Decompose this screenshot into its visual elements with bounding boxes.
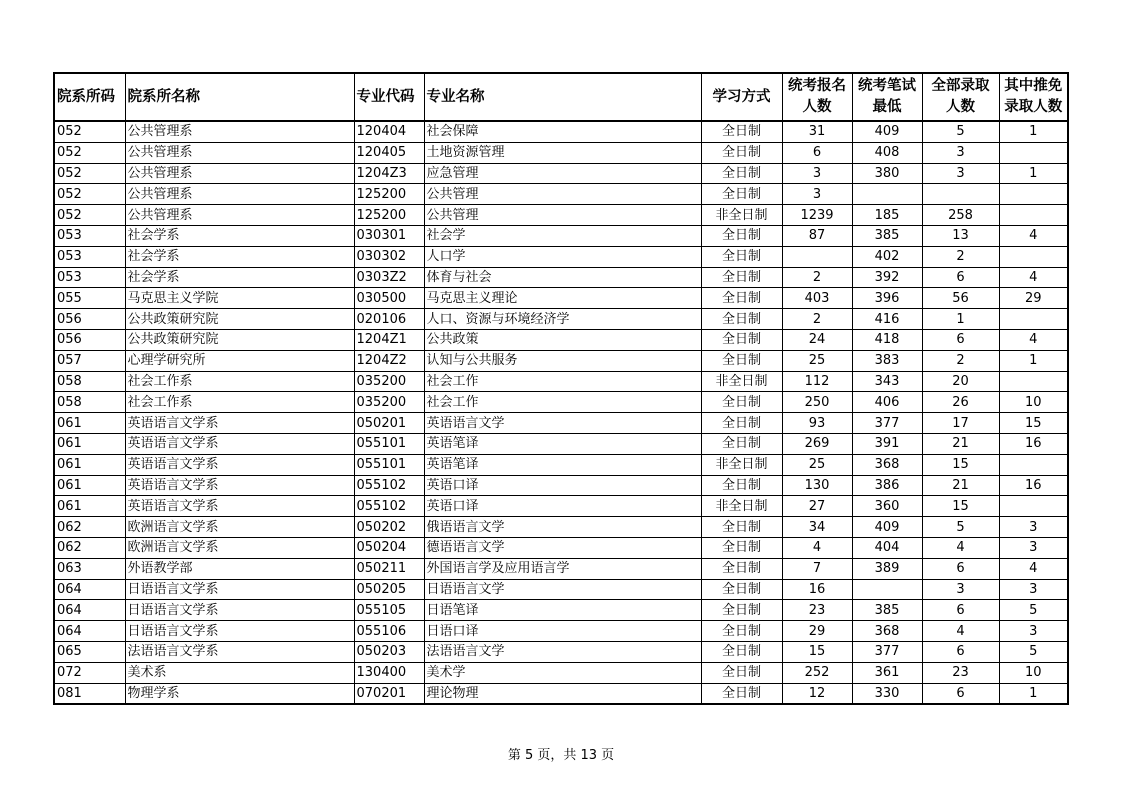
cell-applicants: 93 — [782, 413, 852, 434]
cell-applicants: 250 — [782, 392, 852, 413]
cell-min-score: 385 — [852, 600, 922, 621]
header-dept-code: 院系所码 — [54, 73, 125, 121]
cell-admitted: 15 — [922, 496, 999, 517]
cell-applicants: 403 — [782, 288, 852, 309]
cell-major-name: 德语语言文学 — [424, 537, 701, 558]
cell-dept-name: 社会学系 — [125, 246, 354, 267]
cell-major-code: 055101 — [354, 433, 424, 454]
cell-admitted: 2 — [922, 246, 999, 267]
cell-admitted: 3 — [922, 163, 999, 184]
table-row — [54, 433, 1068, 454]
cell-min-score: 380 — [852, 163, 922, 184]
cell-applicants: 1239 — [782, 205, 852, 226]
cell-study-mode: 全日制 — [701, 537, 782, 558]
cell-study-mode: 非全日制 — [701, 496, 782, 517]
page-footer: 第 5 页，共 13 页 — [507, 748, 615, 763]
cell-applicants: 12 — [782, 683, 852, 704]
cell-recommended: 4 — [999, 267, 1068, 288]
cell-min-score: 383 — [852, 350, 922, 371]
cell-admitted: 1 — [922, 309, 999, 330]
cell-dept-code: 052 — [54, 205, 125, 226]
cell-applicants: 269 — [782, 433, 852, 454]
cell-dept-code: 064 — [54, 579, 125, 600]
cell-recommended: 10 — [999, 662, 1068, 683]
cell-major-code: 030500 — [354, 288, 424, 309]
cell-dept-code: 065 — [54, 641, 125, 662]
cell-study-mode: 全日制 — [701, 288, 782, 309]
cell-applicants: 4 — [782, 537, 852, 558]
cell-dept-code: 062 — [54, 537, 125, 558]
header-admitted: 全部录取人数 — [922, 73, 999, 121]
table-row — [54, 184, 1068, 205]
cell-dept-code: 052 — [54, 163, 125, 184]
cell-major-name: 日语笔译 — [424, 600, 701, 621]
cell-applicants: 3 — [782, 184, 852, 205]
cell-min-score — [852, 579, 922, 600]
cell-recommended — [999, 496, 1068, 517]
cell-major-name: 社会工作 — [424, 392, 701, 413]
cell-admitted: 6 — [922, 558, 999, 579]
cell-dept-name: 英语语言文学系 — [125, 475, 354, 496]
cell-admitted: 6 — [922, 267, 999, 288]
cell-dept-code: 056 — [54, 309, 125, 330]
cell-applicants: 3 — [782, 163, 852, 184]
cell-major-code: 050202 — [354, 517, 424, 538]
table-row — [54, 683, 1068, 704]
cell-dept-code: 053 — [54, 246, 125, 267]
cell-major-name: 美术学 — [424, 662, 701, 683]
cell-study-mode: 全日制 — [701, 517, 782, 538]
cell-min-score: 406 — [852, 392, 922, 413]
cell-applicants: 15 — [782, 641, 852, 662]
table-row — [54, 329, 1068, 350]
cell-dept-name: 公共管理系 — [125, 163, 354, 184]
cell-recommended: 4 — [999, 329, 1068, 350]
cell-study-mode: 全日制 — [701, 600, 782, 621]
cell-applicants — [782, 246, 852, 267]
cell-study-mode: 全日制 — [701, 142, 782, 163]
cell-min-score: 409 — [852, 517, 922, 538]
cell-recommended: 1 — [999, 350, 1068, 371]
table-body — [54, 121, 1068, 704]
cell-recommended: 1 — [999, 121, 1068, 142]
cell-study-mode: 全日制 — [701, 184, 782, 205]
table-row — [54, 537, 1068, 558]
table-row — [54, 641, 1068, 662]
cell-dept-code: 057 — [54, 350, 125, 371]
cell-min-score: 416 — [852, 309, 922, 330]
cell-dept-code: 064 — [54, 600, 125, 621]
cell-recommended: 15 — [999, 413, 1068, 434]
cell-study-mode: 非全日制 — [701, 205, 782, 226]
cell-dept-code: 081 — [54, 683, 125, 704]
cell-major-name: 英语口译 — [424, 475, 701, 496]
cell-recommended: 3 — [999, 517, 1068, 538]
cell-study-mode: 非全日制 — [701, 454, 782, 475]
cell-major-name: 英语笔译 — [424, 454, 701, 475]
cell-admitted: 23 — [922, 662, 999, 683]
cell-dept-name: 欧洲语言文学系 — [125, 517, 354, 538]
cell-dept-name: 日语语言文学系 — [125, 621, 354, 642]
cell-study-mode: 全日制 — [701, 329, 782, 350]
table-row — [54, 225, 1068, 246]
cell-major-code: 035200 — [354, 371, 424, 392]
cell-major-name: 人口学 — [424, 246, 701, 267]
cell-dept-name: 法语语言文学系 — [125, 641, 354, 662]
header-recommended: 其中推免录取人数 — [999, 73, 1068, 121]
cell-recommended: 3 — [999, 621, 1068, 642]
cell-major-name: 应急管理 — [424, 163, 701, 184]
cell-major-name: 体育与社会 — [424, 267, 701, 288]
cell-major-code: 070201 — [354, 683, 424, 704]
cell-min-score: 330 — [852, 683, 922, 704]
cell-major-code: 125200 — [354, 184, 424, 205]
cell-min-score: 418 — [852, 329, 922, 350]
cell-major-code: 050201 — [354, 413, 424, 434]
cell-recommended: 3 — [999, 537, 1068, 558]
cell-major-code: 020106 — [354, 309, 424, 330]
cell-admitted: 258 — [922, 205, 999, 226]
cell-recommended — [999, 371, 1068, 392]
cell-major-code: 1204Z2 — [354, 350, 424, 371]
cell-recommended: 5 — [999, 600, 1068, 621]
cell-min-score: 386 — [852, 475, 922, 496]
cell-applicants: 2 — [782, 309, 852, 330]
cell-recommended: 29 — [999, 288, 1068, 309]
cell-study-mode: 全日制 — [701, 413, 782, 434]
cell-min-score: 361 — [852, 662, 922, 683]
cell-study-mode: 全日制 — [701, 246, 782, 267]
cell-applicants: 6 — [782, 142, 852, 163]
cell-major-code: 055101 — [354, 454, 424, 475]
cell-dept-name: 公共政策研究院 — [125, 309, 354, 330]
cell-applicants: 7 — [782, 558, 852, 579]
cell-applicants: 25 — [782, 350, 852, 371]
cell-dept-name: 社会工作系 — [125, 371, 354, 392]
header-applicants: 统考报名人数 — [782, 73, 852, 121]
cell-recommended — [999, 184, 1068, 205]
cell-dept-code: 072 — [54, 662, 125, 683]
cell-major-code: 050204 — [354, 537, 424, 558]
cell-dept-name: 外语教学部 — [125, 558, 354, 579]
cell-dept-name: 心理学研究所 — [125, 350, 354, 371]
cell-min-score: 389 — [852, 558, 922, 579]
cell-applicants: 16 — [782, 579, 852, 600]
header-min-score: 统考笔试最低 — [852, 73, 922, 121]
cell-dept-code: 052 — [54, 121, 125, 142]
cell-admitted: 6 — [922, 641, 999, 662]
cell-dept-name: 英语语言文学系 — [125, 433, 354, 454]
cell-min-score: 343 — [852, 371, 922, 392]
cell-dept-code: 055 — [54, 288, 125, 309]
cell-dept-name: 英语语言文学系 — [125, 454, 354, 475]
cell-recommended: 4 — [999, 558, 1068, 579]
cell-major-code: 055102 — [354, 496, 424, 517]
cell-study-mode: 全日制 — [701, 433, 782, 454]
cell-study-mode: 全日制 — [701, 662, 782, 683]
cell-study-mode: 全日制 — [701, 683, 782, 704]
table-row — [54, 205, 1068, 226]
table-row — [54, 371, 1068, 392]
cell-applicants: 24 — [782, 329, 852, 350]
admission-table-sheet — [53, 72, 1067, 705]
cell-min-score: 377 — [852, 641, 922, 662]
cell-admitted: 56 — [922, 288, 999, 309]
cell-min-score: 368 — [852, 621, 922, 642]
cell-dept-name: 英语语言文学系 — [125, 413, 354, 434]
cell-dept-name: 日语语言文学系 — [125, 600, 354, 621]
cell-dept-code: 061 — [54, 413, 125, 434]
cell-admitted: 6 — [922, 329, 999, 350]
cell-major-name: 社会学 — [424, 225, 701, 246]
cell-major-name: 理论物理 — [424, 683, 701, 704]
table-row — [54, 267, 1068, 288]
cell-recommended: 16 — [999, 433, 1068, 454]
cell-major-code: 050211 — [354, 558, 424, 579]
cell-major-code: 035200 — [354, 392, 424, 413]
cell-major-name: 英语语言文学 — [424, 413, 701, 434]
cell-recommended: 5 — [999, 641, 1068, 662]
cell-dept-code: 064 — [54, 621, 125, 642]
table-row — [54, 496, 1068, 517]
cell-applicants: 2 — [782, 267, 852, 288]
cell-min-score: 368 — [852, 454, 922, 475]
cell-major-code: 125200 — [354, 205, 424, 226]
table-row — [54, 163, 1068, 184]
cell-recommended: 1 — [999, 683, 1068, 704]
cell-recommended: 16 — [999, 475, 1068, 496]
cell-applicants: 112 — [782, 371, 852, 392]
cell-recommended: 1 — [999, 163, 1068, 184]
cell-major-code: 030302 — [354, 246, 424, 267]
cell-admitted: 2 — [922, 350, 999, 371]
cell-study-mode: 全日制 — [701, 225, 782, 246]
cell-dept-name: 公共政策研究院 — [125, 329, 354, 350]
cell-applicants: 87 — [782, 225, 852, 246]
cell-applicants: 252 — [782, 662, 852, 683]
table-row — [54, 579, 1068, 600]
cell-min-score: 404 — [852, 537, 922, 558]
cell-study-mode: 全日制 — [701, 641, 782, 662]
cell-applicants: 25 — [782, 454, 852, 475]
cell-major-name: 马克思主义理论 — [424, 288, 701, 309]
cell-major-name: 法语语言文学 — [424, 641, 701, 662]
cell-recommended: 4 — [999, 225, 1068, 246]
cell-recommended: 10 — [999, 392, 1068, 413]
cell-min-score: 360 — [852, 496, 922, 517]
table-header-row — [54, 73, 1068, 121]
cell-min-score — [852, 184, 922, 205]
cell-study-mode: 全日制 — [701, 121, 782, 142]
cell-study-mode: 非全日制 — [701, 371, 782, 392]
table-row — [54, 454, 1068, 475]
cell-major-code: 1204Z3 — [354, 163, 424, 184]
cell-major-code: 1204Z1 — [354, 329, 424, 350]
cell-recommended — [999, 205, 1068, 226]
cell-major-name: 日语语言文学 — [424, 579, 701, 600]
cell-major-code: 120404 — [354, 121, 424, 142]
cell-min-score: 408 — [852, 142, 922, 163]
cell-major-name: 公共管理 — [424, 184, 701, 205]
table-row — [54, 121, 1068, 142]
header-major-code: 专业代码 — [354, 73, 424, 121]
cell-admitted: 5 — [922, 517, 999, 538]
cell-dept-name: 公共管理系 — [125, 184, 354, 205]
cell-admitted: 3 — [922, 142, 999, 163]
table-row — [54, 288, 1068, 309]
cell-dept-name: 公共管理系 — [125, 142, 354, 163]
cell-major-name: 外国语言学及应用语言学 — [424, 558, 701, 579]
cell-dept-code: 056 — [54, 329, 125, 350]
cell-admitted: 21 — [922, 433, 999, 454]
cell-admitted: 15 — [922, 454, 999, 475]
header-study-mode: 学习方式 — [701, 73, 782, 121]
cell-min-score: 402 — [852, 246, 922, 267]
table-row — [54, 309, 1068, 330]
cell-min-score: 396 — [852, 288, 922, 309]
table-row — [54, 392, 1068, 413]
cell-major-code: 050205 — [354, 579, 424, 600]
table-row — [54, 246, 1068, 267]
cell-recommended — [999, 454, 1068, 475]
table-row — [54, 475, 1068, 496]
cell-dept-name: 马克思主义学院 — [125, 288, 354, 309]
cell-min-score: 392 — [852, 267, 922, 288]
table-row — [54, 517, 1068, 538]
cell-major-name: 土地资源管理 — [424, 142, 701, 163]
header-major-name: 专业名称 — [424, 73, 701, 121]
cell-study-mode: 全日制 — [701, 267, 782, 288]
cell-major-name: 英语笔译 — [424, 433, 701, 454]
cell-admitted: 17 — [922, 413, 999, 434]
cell-major-name: 英语口译 — [424, 496, 701, 517]
cell-admitted: 21 — [922, 475, 999, 496]
cell-admitted: 4 — [922, 621, 999, 642]
cell-study-mode: 全日制 — [701, 558, 782, 579]
cell-study-mode: 全日制 — [701, 579, 782, 600]
cell-dept-code: 061 — [54, 454, 125, 475]
cell-dept-code: 052 — [54, 142, 125, 163]
cell-min-score: 385 — [852, 225, 922, 246]
cell-dept-code: 058 — [54, 371, 125, 392]
cell-major-code: 130400 — [354, 662, 424, 683]
cell-dept-name: 社会工作系 — [125, 392, 354, 413]
cell-recommended — [999, 246, 1068, 267]
cell-dept-name: 社会学系 — [125, 225, 354, 246]
cell-recommended — [999, 142, 1068, 163]
cell-admitted: 4 — [922, 537, 999, 558]
cell-major-code: 055106 — [354, 621, 424, 642]
cell-min-score: 377 — [852, 413, 922, 434]
cell-major-code: 050203 — [354, 641, 424, 662]
cell-applicants: 27 — [782, 496, 852, 517]
cell-major-code: 0303Z2 — [354, 267, 424, 288]
cell-recommended: 3 — [999, 579, 1068, 600]
cell-major-name: 认知与公共服务 — [424, 350, 701, 371]
cell-admitted: 3 — [922, 579, 999, 600]
cell-major-code: 055102 — [354, 475, 424, 496]
cell-dept-name: 欧洲语言文学系 — [125, 537, 354, 558]
cell-dept-name: 社会学系 — [125, 267, 354, 288]
cell-admitted: 6 — [922, 600, 999, 621]
cell-applicants: 29 — [782, 621, 852, 642]
cell-study-mode: 全日制 — [701, 309, 782, 330]
cell-applicants: 130 — [782, 475, 852, 496]
cell-admitted — [922, 184, 999, 205]
cell-study-mode: 全日制 — [701, 392, 782, 413]
table-row — [54, 413, 1068, 434]
cell-major-name: 社会工作 — [424, 371, 701, 392]
cell-dept-code: 058 — [54, 392, 125, 413]
cell-major-name: 俄语语言文学 — [424, 517, 701, 538]
cell-dept-code: 061 — [54, 496, 125, 517]
cell-applicants: 23 — [782, 600, 852, 621]
cell-major-name: 日语口译 — [424, 621, 701, 642]
cell-dept-code: 053 — [54, 225, 125, 246]
cell-dept-code: 063 — [54, 558, 125, 579]
cell-dept-name: 公共管理系 — [125, 205, 354, 226]
cell-major-code: 055105 — [354, 600, 424, 621]
cell-admitted: 20 — [922, 371, 999, 392]
header-dept-name: 院系所名称 — [125, 73, 354, 121]
cell-min-score: 185 — [852, 205, 922, 226]
table-row — [54, 662, 1068, 683]
cell-dept-code: 061 — [54, 475, 125, 496]
cell-admitted: 6 — [922, 683, 999, 704]
cell-major-code: 030301 — [354, 225, 424, 246]
cell-major-name: 公共政策 — [424, 329, 701, 350]
cell-dept-code: 062 — [54, 517, 125, 538]
table-row — [54, 558, 1068, 579]
cell-dept-code: 053 — [54, 267, 125, 288]
admission-table — [53, 72, 1069, 705]
cell-major-name: 公共管理 — [424, 205, 701, 226]
cell-min-score: 409 — [852, 121, 922, 142]
cell-dept-code: 052 — [54, 184, 125, 205]
cell-applicants: 31 — [782, 121, 852, 142]
cell-admitted: 26 — [922, 392, 999, 413]
cell-dept-name: 日语语言文学系 — [125, 579, 354, 600]
cell-study-mode: 全日制 — [701, 163, 782, 184]
cell-dept-name: 公共管理系 — [125, 121, 354, 142]
cell-major-name: 人口、资源与环境经济学 — [424, 309, 701, 330]
cell-min-score: 391 — [852, 433, 922, 454]
cell-applicants: 34 — [782, 517, 852, 538]
table-row — [54, 350, 1068, 371]
cell-dept-name: 英语语言文学系 — [125, 496, 354, 517]
cell-study-mode: 全日制 — [701, 621, 782, 642]
table-row — [54, 142, 1068, 163]
table-row — [54, 621, 1068, 642]
cell-major-name: 社会保障 — [424, 121, 701, 142]
cell-study-mode: 全日制 — [701, 475, 782, 496]
table-row — [54, 600, 1068, 621]
cell-admitted: 5 — [922, 121, 999, 142]
cell-major-code: 120405 — [354, 142, 424, 163]
cell-dept-name: 美术系 — [125, 662, 354, 683]
cell-recommended — [999, 309, 1068, 330]
cell-dept-name: 物理学系 — [125, 683, 354, 704]
cell-admitted: 13 — [922, 225, 999, 246]
cell-study-mode: 全日制 — [701, 350, 782, 371]
cell-dept-code: 061 — [54, 433, 125, 454]
